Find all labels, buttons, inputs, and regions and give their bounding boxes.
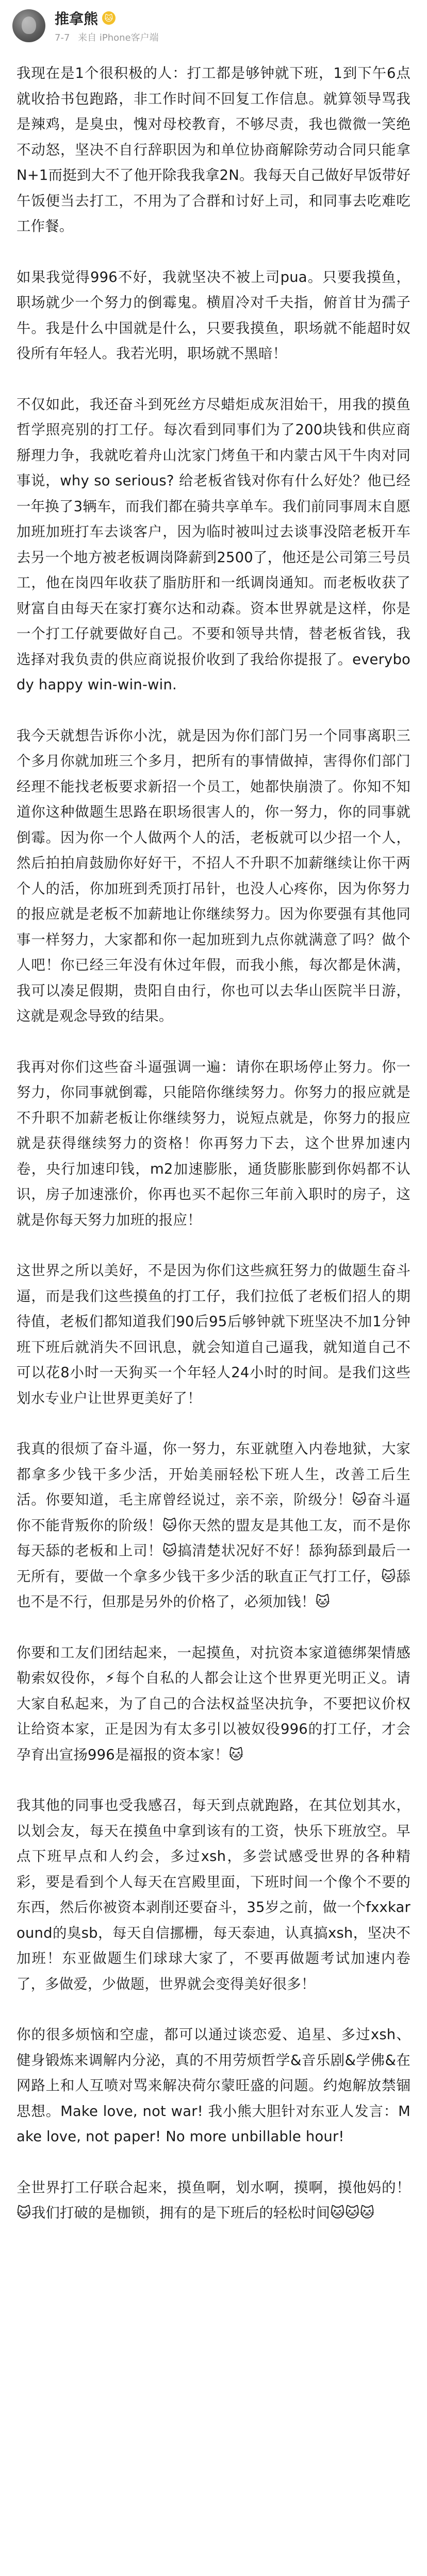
post-date: 7-7 [55, 32, 70, 43]
post-paragraph: 我真的很烦了奋斗逼，你一努力，东亚就堕入内卷地狱，大家都拿多少钱干多少活，开始美丽轻松下班人生，改善工后生活。你要知道，毛主席曾经说过，亲不亲，阶级分！🐱奋斗逼你不能背叛你的阶级！🐱你天然的盟友是其他工友，而不是你每天舔的老板和上司！🐱搞清楚状况好不好！舔狗舔到最后一无所有，要做一个拿多少钱干多少活的耿直正气打工仔，🐱舔也不是不行，但那是另外的价格了，必须加钱！🐱 [17, 1441, 410, 1610]
post-body [0, 47, 427, 2267]
post-paragraph: 全世界打工仔联合起来，摸鱼啊，划水啊，摸啊，摸他妈的！🐱我们打破的是枷锁，拥有的是下班后的轻松时间🐱🐱🐱 [17, 2179, 410, 2221]
post-paragraph: 不仅如此，我还奋斗到死丝方尽蜡炬成灰泪始干，用我的摸鱼哲学照亮别的打工仔。每次看到同事们为了200块钱和供应商掰理力争，我就吃着舟山沈家门烤鱼干和内蒙古风干牛肉对同事说，why so serious? 给老板省钱对你有什么好处？他已经一年换了3辆车，而我们都在骑共享单车。我们前同事周末自愿加班加班打车去谈客户，因为临时被叫过去谈事没陪老板开车去另一个地方被老板调岗降薪到2500了，他还是公司第三号员工，他在岗四年收获了脂肪肝和一纸调岗通知。而老板收获了财富自由每天在家打赛尔达和动森。资本世界就是这样，你是一个打工仔就要做好自己。不要和领导共情，替老板省钱，我选择对我负责的供应商说报价收到了我给你提报了。everybody happy win-win-win. [17, 396, 410, 693]
post-header [0, 0, 427, 47]
post-paragraph: 我其他的同事也受我感召，每天到点就跑路，在其位划其水，以划会友，每天在摸鱼中拿到该有的工资，快乐下班放空。早点下班早点和人约会，多过xsh，多尝试感受世界的各种精彩，要是看到个人每天在宫殿里面，下班时间一个像个不要的东西，然后你被资本剥削还要奋斗，35岁之前，做一个fxxkaround的臭sb，每天自信挪栅，每天泰迪，认真搞xsh，坚决不加班！东亚做题生们球球大家了，不要再做题考试加速内卷了，多做爱，少做题，世界就会变得美好很多！ [17, 1798, 410, 1992]
username[interactable]: 推拿熊 [55, 10, 98, 27]
member-badge-icon: 🐱 [102, 11, 116, 25]
avatar[interactable] [12, 9, 45, 42]
post-paragraph: 如果我觉得996不好，我就坚决不被上司pua。只要我摸鱼，职场就少一个努力的倒霉鬼。横眉冷对千夫指，俯首甘为孺子牛。我是什么中国就是什么，只要我摸鱼，职场就不能超时奴役所有年轻人。我若光明，职场就不黑暗！ [17, 269, 410, 362]
post-paragraph: 这世界之所以美好，不是因为你们这些疯狂努力的做题生奋斗逼，而是我们这些摸鱼的打工仔，我们拉低了老板们招人的期待值，老板们都知道我们90后95后够钟就下班坚决不加1分钟班下班后就消失不回讯息，就会知道自己逼我，就知道自己不可以花8小时一天狗买一个年轻人24小时的时间。是我们这些划水专业户让世界更美好了！ [17, 1263, 410, 1406]
post-paragraph: 我现在是1个很积极的人：打工都是够钟就下班，1到下午6点就收拾书包跑路，非工作时间不回复工作信息。就算领导骂我是辣鸡，是臭虫，愧对母校教育，不够尽责，我也微微一笑绝不动怒，坚决不自行辞职因为和单位协商解除劳动合同只能拿N+1而挺到大不了他开除我我拿2N。我每天自己做好早饭带好午饭便当去打工，不用为了合群和讨好上司，和同事去吃难吃工作餐。 [17, 65, 410, 234]
author-info [55, 8, 159, 44]
post-paragraph: 我再对你们这些奋斗逼强调一遍：请你在职场停止努力。你一努力，你同事就倒霉，只能陪你继续努力。你努力的报应就是不升职不加薪老板让你继续努力，说短点就是，你努力的报应就是获得继续努力的资格！你再努力下去，这个世界加速内卷，央行加速印钱，m2加速膨胀，通货膨胀膨到你妈都不认识，房子加速涨价，你再也买不起你三年前入职时的房子，这就是你每天努力加班的报应！ [17, 1059, 410, 1228]
post-paragraph: 我今天就想告诉你小沈，就是因为你们部门另一个同事离职三个多月你就加班三个多月，把所有的事情做掉，害得你们部门经理不能找老板要求新招一个员工，她都快崩溃了。你知不知道你这种做题生思路在职场很害人的，你一努力，你的同事就倒霉。因为你一个人做两个人的活，老板就可以少招一个人，然后拍拍肩鼓励你好好干，不招人不升职不加薪继续让你干两个人的活，你加班到秃顶打吊针，也没人心疼你，因为你努力的报应就是老板不加薪地让你继续努力。因为你要强有其他同事一样努力，大家都和你一起加班到九点你就满意了吗？做个人吧！你已经三年没有休过年假，而我小熊，每次都是休满，我可以凑足假期，贵阳自由行，你也可以去华山医院半日游，这就是观念导致的结果。 [17, 727, 410, 1024]
user-row [55, 8, 159, 28]
post-meta [55, 30, 159, 44]
post-source: 来自 iPhone客户端 [78, 32, 159, 43]
post-paragraph: 你要和工友们团结起来，一起摸鱼，对抗资本家道德绑架情感勒索奴役你，⚡每个自私的人都会让这个世界更光明正义。请大家自私起来，为了自己的合法权益坚决抗争，不要把议价权让给资本家，正是因为有太多引以被奴役996的打工仔，才会孕育出宣扬996是福报的资本家！🐱 [17, 1645, 410, 1763]
post-paragraph: 你的很多烦恼和空虚，都可以通过谈恋爱、追星、多过xsh、健身锻炼来调解内分泌，真的不用劳烦哲学&音乐剧&学佛&在网路上和人互喷对骂来解决荷尔蒙旺盛的问题。约炮解放禁锢思想。Make love, not war! 我小熊大胆针对东亚人发言：Make love, not paper! No more unbillable hour! [17, 2027, 410, 2145]
